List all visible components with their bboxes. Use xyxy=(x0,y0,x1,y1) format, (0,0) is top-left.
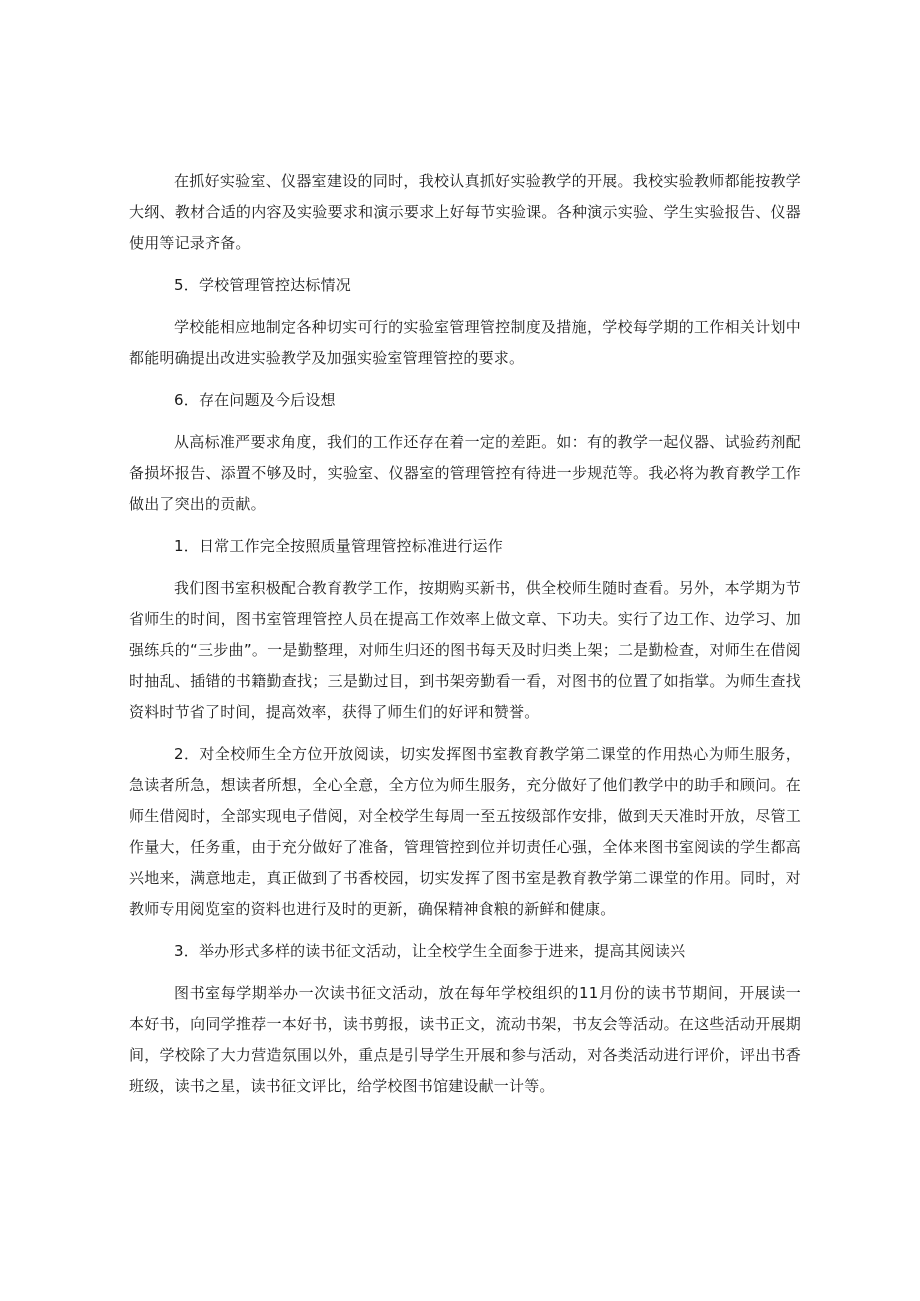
paragraph-reading-festival: 图书室每学期举办一次读书征文活动，放在每年学校组织的11月份的读书节期间，开展读一本好书，向同学推荐一本好书，读书剪报，读书正文，流动书架，书友会等活动。在这些活动开展期间，学校除了大力营造氛围以外，重点是引导学生开展和参与活动，对各类活动进行评价，评出书香班级，读书之星，读书征文评比，给学校图书馆建设献一计等。 xyxy=(129,984,801,1095)
paragraph-open-reading: 2．对全校师生全方位开放阅读，切实发挥图书室教育教学第二课堂的作用热心为师生服务，急读者所急，想读者所想，全心全意，全方位为师生服务，充分做好了他们教学中的助手和顾问。在师生借阅时，全部实现电子借阅，对全校学生每周一至五按级部作安排，做到天天准时开放，尽管工作量大，任务重，由于充分做好了准备，管理管控到位并切责任心强，全体来图书室阅读的学生都高兴地来，满意地走，真正做到了书香校园，切实发挥了图书室是教育教学第二课堂的作用。同时，对教师专用阅览室的资料也进行及时的更新，确保精神食粮的新鲜和健康。 xyxy=(129,745,801,918)
paragraph-library-work: 我们图书室积极配合教育教学工作，按期购买新书，供全校师生随时查看。另外，本学期为节省师生的时间，图书室管理管控人员在提高工作效率上做文章、下功夫。实行了边工作、边学习、加强练兵的“三步曲”。一是勤整理，对师生归还的图书每天及时归类上架；二是勤检查，对师生在借阅时抽乱、插错的书籍勤查找；三是勤过目，到书架旁勤看一看，对图书的位置了如指掌。为师生查找资料时节省了时间，提高效率，获得了师生们的好评和赞誉。 xyxy=(129,579,801,721)
heading-school-management: 5．学校管理管控达标情况 xyxy=(174,276,351,294)
paragraph-management-system: 学校能相应地制定各种切实可行的实验室管理管控制度及措施，学校每学期的工作相关计划中都能明确提出改进实验教学及加强实验室管理管控的要求。 xyxy=(129,318,801,367)
heading-daily-work: 1．日常工作完全按照质量管理管控标准进行运作 xyxy=(174,537,503,555)
heading-reading-activities: 3．举办形式多样的读书征文活动，让全校学生全面参于进来，提高其阅读兴 xyxy=(174,942,686,960)
paragraph-lab-teaching: 在抓好实验室、仪器室建设的同时，我校认真抓好实验教学的开展。我校实验教师都能按教学大纲、教材合适的内容及实验要求和演示要求上好每节实验课。各种演示实验、学生实验报告、仪器使用等记录齐备。 xyxy=(129,172,801,252)
heading-problems-plans: 6．存在问题及今后设想 xyxy=(174,391,336,409)
document-body xyxy=(129,166,801,1102)
paragraph-problems: 从高标准严要求角度，我们的工作还存在着一定的差距。如：有的教学一起仪器、试验药剂配备损坏报告、添置不够及时，实验室、仪器室的管理管控有待进一步规范等。我必将为教育教学工作做出了突出的贡献。 xyxy=(129,433,801,513)
